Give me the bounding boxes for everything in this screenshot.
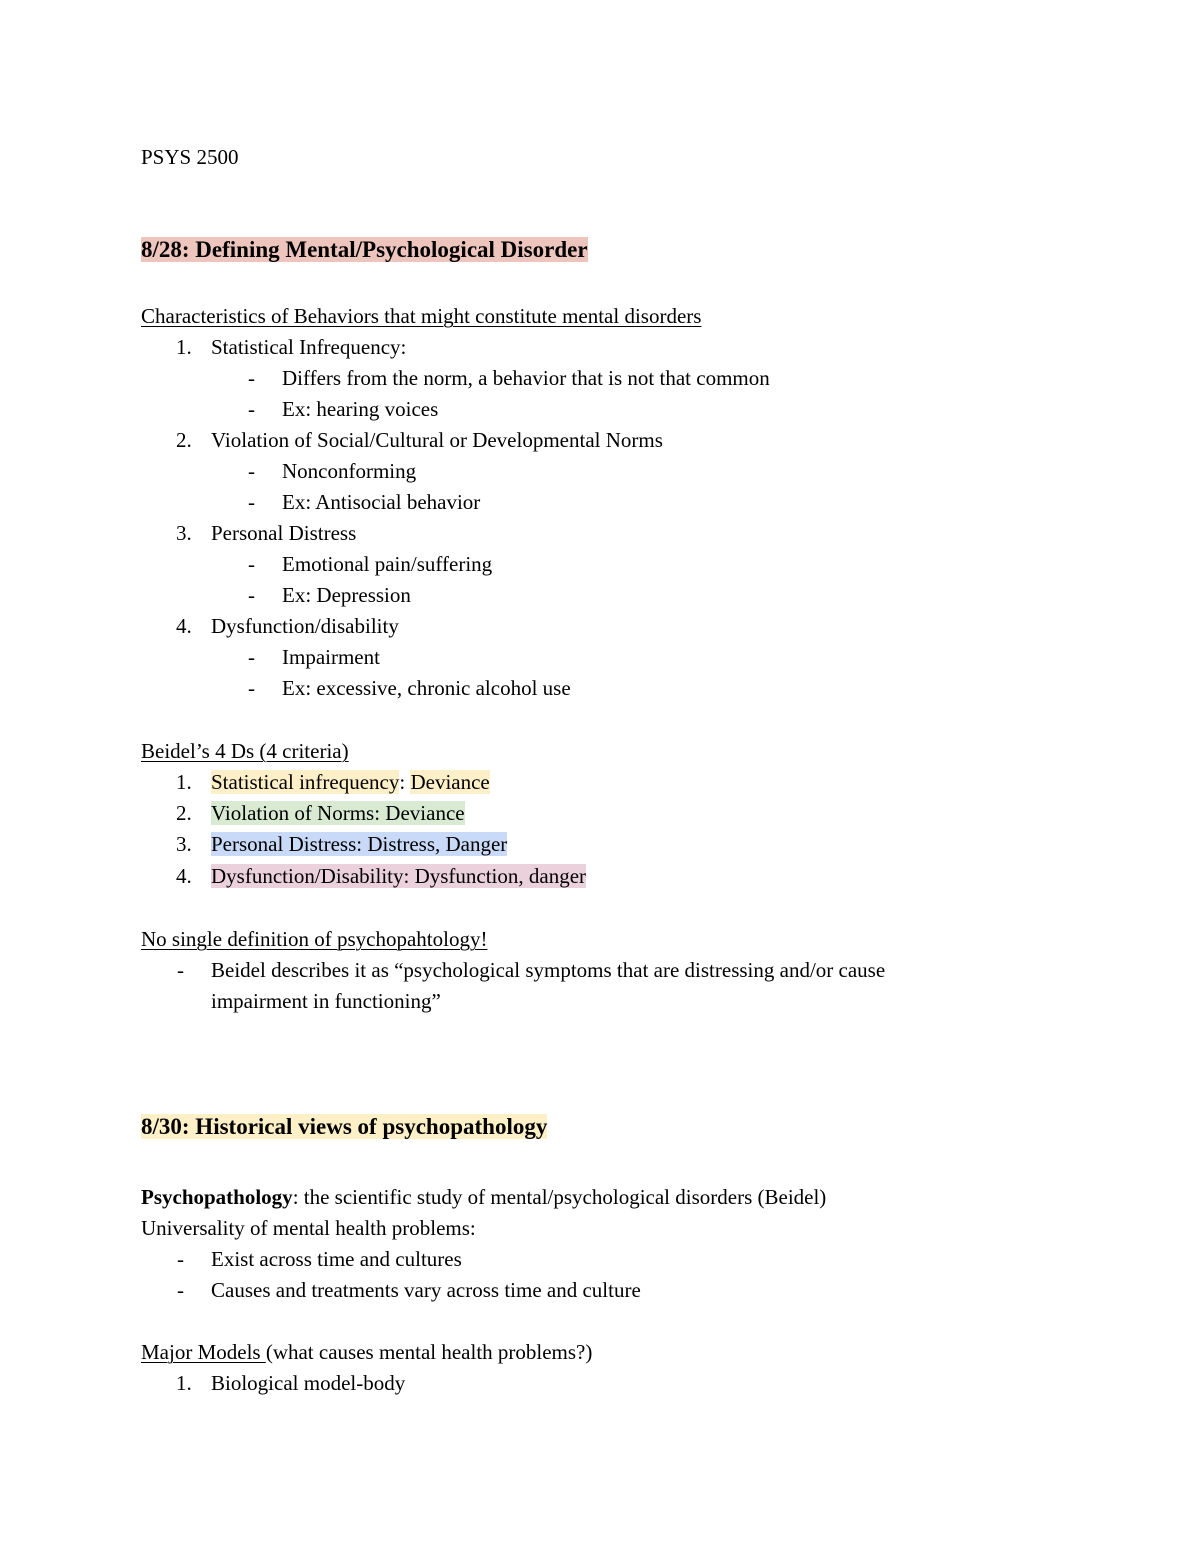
bullet-item: Causes and treatments vary across time and culture xyxy=(211,1278,641,1302)
dash: - xyxy=(177,1247,184,1271)
sub-item: Ex: excessive, chronic alcohol use xyxy=(282,676,571,700)
sub-item: Differs from the norm, a behavior that is not that common xyxy=(282,366,770,390)
list-number: 2. xyxy=(176,801,192,825)
bullet-item: Exist across time and cultures xyxy=(211,1247,462,1271)
sub-item: Emotional pain/suffering xyxy=(282,552,493,576)
highlight-green: Violation of Norms: Deviance xyxy=(211,801,465,825)
highlight-yellow: Deviance xyxy=(410,770,490,794)
list-number: 4. xyxy=(176,614,192,638)
universality-heading: Universality of mental health problems: xyxy=(141,1216,476,1240)
list-item xyxy=(211,769,490,795)
definition-title: No single definition of psychopahtology! xyxy=(141,927,488,951)
section-heading-8-30 xyxy=(141,1114,547,1140)
list-item: Personal Distress xyxy=(211,521,357,545)
list-item: Dysfunction/disability xyxy=(211,614,399,638)
colon: : xyxy=(399,770,411,794)
dash: - xyxy=(248,490,255,514)
characteristics-title: Characteristics of Behaviors that might constitute mental disorders xyxy=(141,304,702,328)
heading-highlight: 8/30: Historical views of psychopathology xyxy=(141,1114,548,1139)
dash: - xyxy=(248,645,255,669)
sub-item: Ex: hearing voices xyxy=(282,397,439,421)
dash: - xyxy=(248,366,255,390)
heading-highlight: 8/28: Defining Mental/Psychological Disorder xyxy=(141,237,588,262)
models-note: (what causes mental health problems?) xyxy=(265,1340,593,1364)
list-number: 3. xyxy=(176,832,192,856)
list-item: Violation of Social/Cultural or Developmental Norms xyxy=(211,428,663,452)
sub-item: Nonconforming xyxy=(282,459,417,483)
list-number: 1. xyxy=(176,335,192,359)
list-item xyxy=(211,863,586,889)
sub-item: Impairment xyxy=(282,645,380,669)
term-definition: : the scientific study of mental/psychological disorders (Beidel) xyxy=(292,1185,827,1209)
highlight-yellow: Statistical infrequency xyxy=(211,770,400,794)
dash: - xyxy=(248,459,255,483)
highlight-blue: Personal Distress: Distress, Danger xyxy=(211,832,508,856)
models-title: Major Models xyxy=(141,1340,266,1364)
psychopathology-definition xyxy=(141,1184,826,1210)
dash: - xyxy=(248,583,255,607)
dash: - xyxy=(177,958,184,982)
list-number: 3. xyxy=(176,521,192,545)
definition-text-line2: impairment in functioning” xyxy=(211,989,441,1013)
list-number: 1. xyxy=(176,770,192,794)
list-number: 4. xyxy=(176,864,192,888)
section-heading-8-28 xyxy=(141,237,588,263)
dash: - xyxy=(248,397,255,421)
course-code: PSYS 2500 xyxy=(141,145,239,169)
list-item: Statistical Infrequency: xyxy=(211,335,407,359)
highlight-pink: Dysfunction/Disability: Dysfunction, danger xyxy=(211,864,587,888)
sub-item: Ex: Antisocial behavior xyxy=(282,490,481,514)
dash: - xyxy=(248,676,255,700)
definition-text-line1: Beidel describes it as “psychological symptoms that are distressing and/or cause xyxy=(211,958,886,982)
models-heading xyxy=(141,1339,592,1365)
list-number: 2. xyxy=(176,428,192,452)
list-item: Biological model-body xyxy=(211,1371,406,1395)
list-number: 1. xyxy=(176,1371,192,1395)
dash: - xyxy=(248,552,255,576)
list-item xyxy=(211,800,465,826)
term: Psychopathology xyxy=(141,1185,293,1209)
beidel-title: Beidel’s 4 Ds (4 criteria) xyxy=(141,739,349,763)
dash: - xyxy=(177,1278,184,1302)
list-item xyxy=(211,831,507,857)
sub-item: Ex: Depression xyxy=(282,583,411,607)
